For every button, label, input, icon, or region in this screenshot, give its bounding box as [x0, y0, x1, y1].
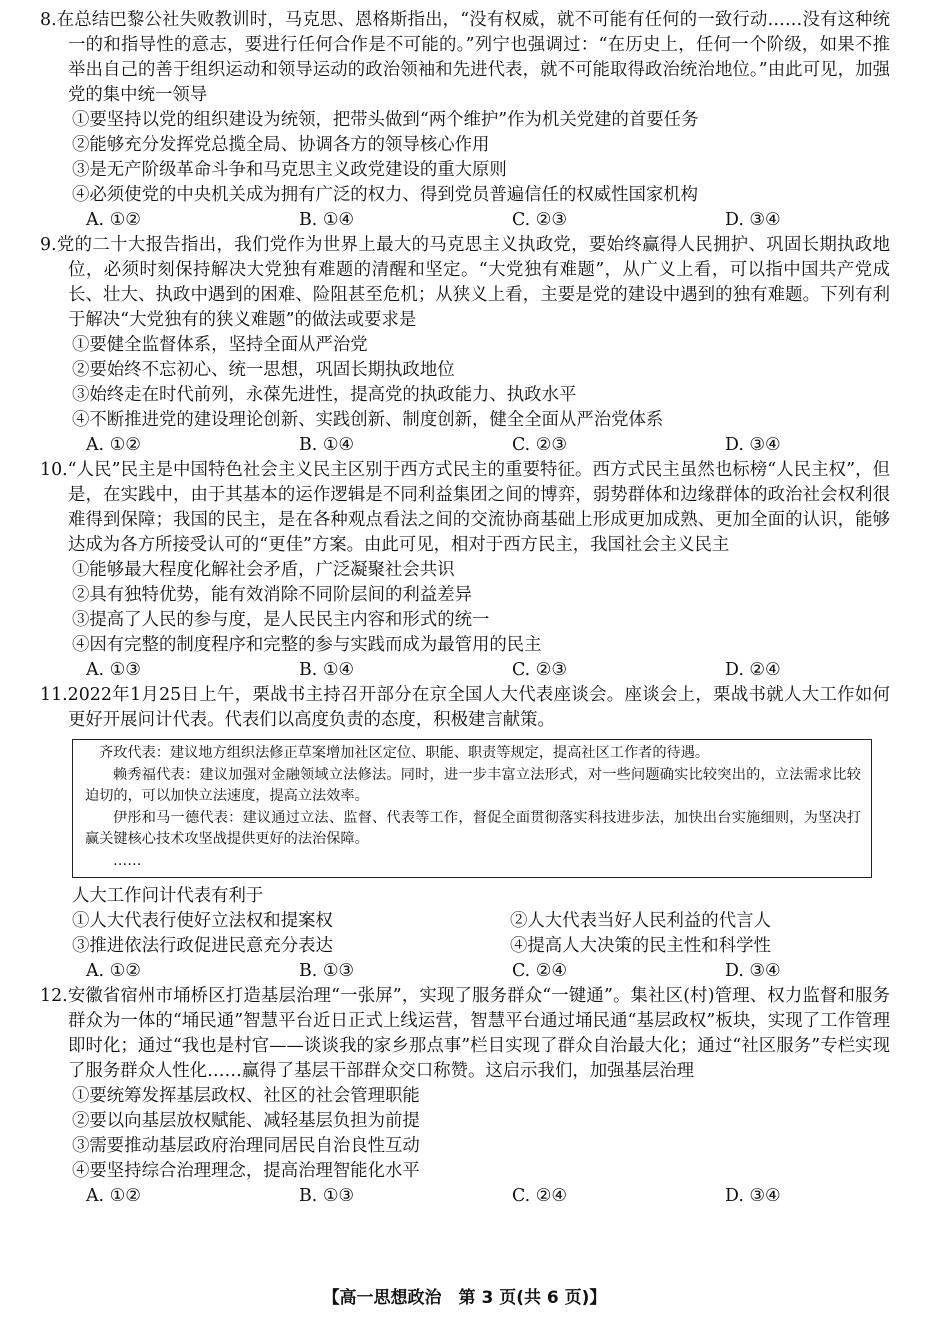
answer-b: B. ①③ — [299, 961, 355, 981]
page-footer: 【高一思想政治 第 3 页(共 6 页)】 — [322, 1288, 607, 1308]
option-4: ④不断推进党的建设理论创新、实践创新、制度创新，健全全面从严治党体系 — [72, 410, 664, 430]
question-number: 11. — [40, 685, 68, 705]
answer-a: A. ①② — [86, 210, 141, 230]
question-9 — [40, 233, 890, 458]
question-stem: 8.在总结巴黎公社失败教训时，马克思、恩格斯指出，“没有权威，就不可能有任何的一致行动……没有这种统一的和指导性的意志，要进行任何合作是不可能的。”列宁也强调过：“在历史上，任何一个阶级，如果不推举出自己的善于组织运动和领导运动的政治领袖和先进代表，就不可能取得政治统治地位。”由此可见，加强党的集中统一领导 — [40, 10, 890, 105]
questions-area — [40, 8, 890, 1209]
answer-d: D. ③④ — [725, 210, 781, 230]
question-prompt: 人大工作问计代表有利于 — [72, 886, 264, 906]
question-number: 12. — [40, 986, 68, 1006]
question-11 — [40, 683, 890, 984]
answer-choices — [40, 433, 890, 458]
answer-d: D. ②④ — [725, 660, 781, 680]
answer-choices — [40, 208, 890, 233]
material-paragraph: 赖秀福代表：建议加强对金融领域立法修法。同时，进一步丰富立法形式，对一些问题确实比较突出的，立法需求比较迫切的，可以加快立法速度，提高立法效率。 — [85, 766, 861, 804]
option-3: ③推进依法行政促进民意充分表达 — [72, 936, 333, 956]
answer-d: D. ③④ — [725, 961, 781, 981]
option-1: ①要健全监督体系，坚持全面从严治党 — [72, 335, 368, 355]
answer-d: D. ③④ — [725, 1186, 781, 1206]
material-paragraph: 齐玫代表：建议地方组织法修正草案增加社区定位、职能、职责等规定，提高社区工作者的待遇。 — [99, 745, 710, 761]
question-10 — [40, 458, 890, 683]
option-2: ②要以向基层放权赋能、减轻基层负担为前提 — [72, 1111, 420, 1131]
question-number: 8. — [40, 10, 57, 30]
question-stem: 10.“人民”民主是中国特色社会主义民主区别于西方式民主的重要特征。西方式民主虽然也标榜“人民主权”，但是，在实践中，由于其基本的运作逻辑是不同利益集团之间的博弈，弱势群体和边缘群体的政治社会权利很难得到保障；我国的民主，是在各种观点看法之间的交流协商基础上形成更加成熟、更加全面的认识，能够达成为各方所接受认可的“更佳”方案。由此可见，相对于西方民主，我国社会主义民主 — [40, 460, 890, 555]
answer-a: A. ①② — [86, 435, 141, 455]
option-4: ④必须使党的中央机关成为拥有广泛的权力、得到党员普遍信任的权威性国家机构 — [72, 185, 699, 205]
option-2: ②能够充分发挥党总揽全局、协调各方的领导核心作用 — [72, 135, 490, 155]
option-2: ②人大代表当好人民利益的代言人 — [510, 911, 771, 931]
question-stem: 9.党的二十大报告指出，我们党作为世界上最大的马克思主义执政党，要始终赢得人民拥护、巩固长期执政地位，必须时刻保持解决大党独有难题的清醒和坚定。“大党独有难题”，从广义上看，可以指中国共产党成长、壮大、执政中遇到的困难、险阻甚至危机；从狭义上看，主要是党的建设中遇到的独有难题。下列有利于解决“大党独有的狭义难题”的做法或要求是 — [40, 235, 890, 330]
answer-choices — [40, 658, 890, 683]
answer-b: B. ①④ — [299, 210, 355, 230]
answer-c: C. ②④ — [512, 1186, 567, 1206]
option-2: ②具有独特优势，能有效消除不同阶层间的利益差异 — [72, 585, 472, 605]
question-stem: 11.2022年1月25日上午，栗战书主持召开部分在京全国人大代表座谈会。座谈会上，栗战书就人大工作如何更好开展问计代表。代表们以高度负责的态度，积极建言献策。 — [40, 685, 890, 730]
answer-choices — [40, 1184, 890, 1209]
answer-a: A. ①② — [86, 961, 141, 981]
answer-a: A. ①② — [86, 1186, 141, 1206]
question-number: 10. — [40, 460, 68, 480]
option-1: ①要统筹发挥基层政权、社区的社会管理职能 — [72, 1086, 420, 1106]
answer-b: B. ①④ — [299, 435, 355, 455]
answer-d: D. ③④ — [725, 435, 781, 455]
question-12 — [40, 984, 890, 1209]
question-stem: 12.安徽省宿州市埇桥区打造基层治理“一张屏”，实现了服务群众“一键通”。集社区(村)管理、权力监督和服务群众为一体的“埇民通”智慧平台近日正式上线运营，智慧平台通过埇民通“基层政权”板块，实现了工作管理即时化；通过“我也是村官——谈谈我的家乡那点事”栏目实现了群众自治最大化；通过“社区服务”专栏实现了服务群众人性化……赢得了基层干部群众交口称赞。这启示我们，加强基层治理 — [40, 986, 890, 1081]
option-4: ④因有完整的制度程序和完整的参与实践而成为最管用的民主 — [72, 635, 542, 655]
answer-choices — [40, 959, 890, 984]
material-ellipsis: …… — [113, 852, 142, 869]
answer-a: A. ①③ — [86, 660, 141, 680]
option-2: ②要始终不忘初心、统一思想，巩固长期执政地位 — [72, 360, 455, 380]
option-1: ①人大代表行使好立法权和提案权 — [72, 911, 333, 931]
material-paragraph: 伊彤和马一德代表：建议通过立法、监督、代表等工作，督促全面贯彻落实科技进步法，加快出台实施细则，为坚决打赢关键核心技术攻坚战提供更好的法治保障。 — [85, 809, 861, 847]
options-grid — [40, 909, 890, 959]
answer-c: C. ②③ — [512, 210, 567, 230]
material-box — [72, 739, 872, 878]
answer-c: C. ②④ — [512, 961, 567, 981]
option-4: ④提高人大决策的民主性和科学性 — [510, 936, 771, 956]
option-3: ③需要推动基层政府治理同居民自治良性互动 — [72, 1136, 420, 1156]
answer-b: B. ①③ — [299, 1186, 355, 1206]
option-3: ③是无产阶级革命斗争和马克思主义政党建设的重大原则 — [72, 160, 507, 180]
question-number: 9. — [40, 235, 57, 255]
option-4: ④要坚持综合治理理念，提高治理智能化水平 — [72, 1161, 420, 1181]
answer-c: C. ②③ — [512, 435, 567, 455]
question-8 — [40, 8, 890, 233]
option-3: ③始终走在时代前列，永葆先进性，提高党的执政能力、执政水平 — [72, 385, 577, 405]
answer-b: B. ①④ — [299, 660, 355, 680]
option-3: ③提高了人民的参与度，是人民民主内容和形式的统一 — [72, 610, 490, 630]
option-1: ①要坚持以党的组织建设为统领，把带头做到“两个维护”作为机关党建的首要任务 — [72, 110, 699, 130]
answer-c: C. ②③ — [512, 660, 567, 680]
option-1: ①能够最大程度化解社会矛盾，广泛凝聚社会共识 — [72, 560, 455, 580]
